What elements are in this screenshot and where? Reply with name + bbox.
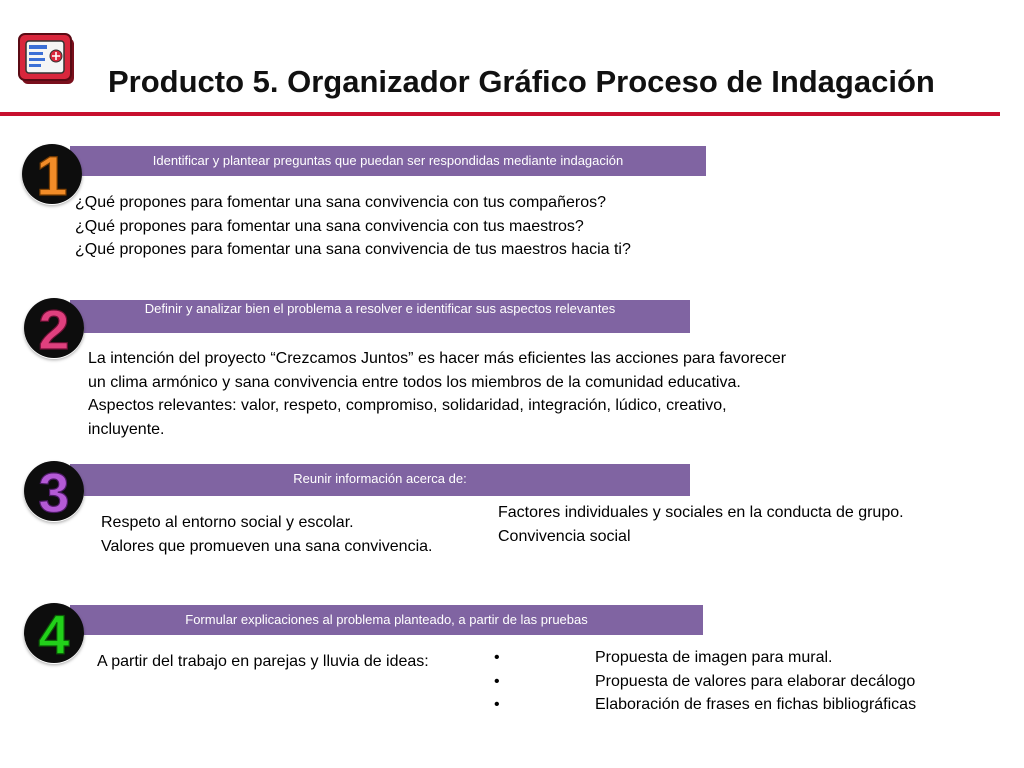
bullet-text: Elaboración de frases en fichas bibliográficas — [595, 696, 917, 713]
bullet-icon: • — [494, 672, 500, 690]
description-line: un clima armónico y sana convivencia entre todos los miembros de la comunidad educativa. — [88, 373, 741, 391]
info-line: Respeto al entorno social y escolar. — [101, 514, 354, 531]
question-line: ¿Qué propones para fomentar una sana convivencia de tus maestros hacia ti? — [75, 241, 631, 258]
bullet-text: Propuesta de imagen para mural. — [595, 649, 833, 666]
title-divider — [0, 112, 1000, 116]
bullet-icon: • — [494, 649, 500, 666]
question-line: ¿Qué propones para fomentar una sana convivencia con tus compañeros? — [75, 194, 606, 211]
step-4-number: 4 — [38, 603, 70, 663]
bullet-text: Propuesta de valores para elaborar decálogo — [595, 672, 916, 690]
step-4-number-badge — [24, 603, 84, 663]
bullet-icon: • — [494, 696, 500, 713]
intro-line: A partir del trabajo en parejas y lluvia de ideas: — [97, 653, 429, 670]
step-2-description — [88, 347, 786, 441]
step-2-number-badge — [24, 298, 84, 358]
step-2-number: 2 — [38, 298, 70, 358]
step-1-questions — [75, 191, 631, 262]
page-title: Producto 5. Organizador Gráfico Proceso de Indagación — [108, 64, 935, 99]
step-3-number: 3 — [38, 461, 70, 521]
step-3-left-list — [101, 511, 432, 558]
question-line: ¿Qué propones para fomentar una sana convivencia con tus maestros? — [75, 217, 584, 235]
step-3-right-list — [498, 501, 904, 548]
info-line: Factores individuales y sociales en la conducta de grupo. — [498, 504, 904, 521]
description-line: La intención del proyecto “Crezcamos Juntos” es hacer más eficientes las acciones para favorecer — [88, 350, 787, 367]
step-1-heading: Identificar y plantear preguntas que puedan ser respondidas mediante indagación — [70, 146, 706, 176]
description-line: incluyente. — [88, 420, 165, 438]
info-line: Valores que promueven una sana convivencia. — [101, 537, 433, 555]
step-4-intro — [97, 650, 429, 674]
step-4-heading: Formular explicaciones al problema planteado, a partir de las pruebas — [70, 605, 703, 635]
step-2-heading: Definir y analizar bien el problema a resolver e identificar sus aspectos relevantes — [70, 300, 690, 333]
presentation-board-icon — [18, 32, 82, 92]
step-3-heading: Reunir información acerca de: — [70, 464, 690, 496]
step-1-number: 1 — [36, 144, 68, 204]
step-3-number-badge — [24, 461, 84, 521]
info-line: Convivencia social — [498, 527, 631, 545]
step-1-number-badge — [22, 144, 82, 204]
description-line: Aspectos relevantes: valor, respeto, compromiso, solidaridad, integración, lúdico, creativo, — [88, 397, 727, 414]
